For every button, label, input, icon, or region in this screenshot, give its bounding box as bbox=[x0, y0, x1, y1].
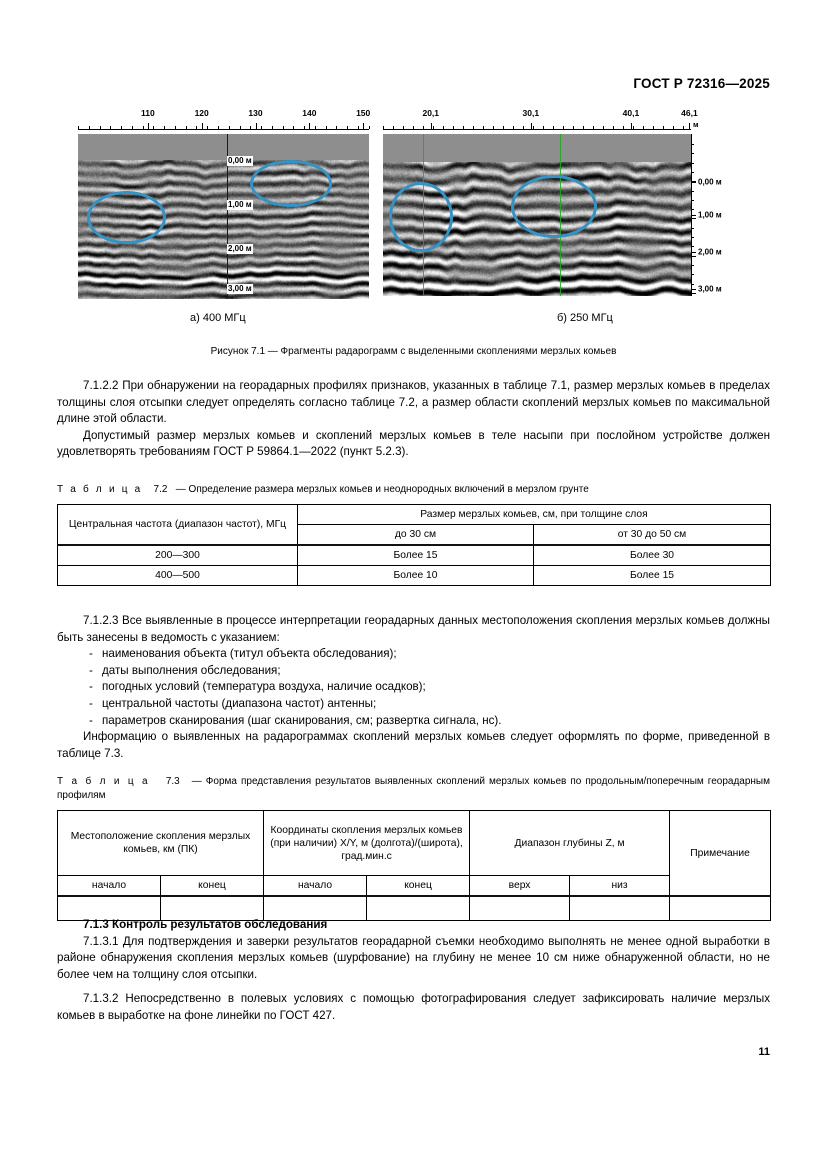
depth-tick-minor bbox=[691, 274, 694, 275]
axis-tick-minor bbox=[503, 126, 504, 129]
axis-tick-minor bbox=[100, 126, 101, 129]
panel-a-depth-label-0: 0,00 м bbox=[228, 156, 252, 165]
table-7-3 bbox=[57, 810, 771, 921]
depth-tick-major bbox=[691, 252, 696, 253]
axis-tick-minor bbox=[175, 126, 176, 129]
axis-tick-minor bbox=[403, 126, 404, 129]
axis-tick-major bbox=[202, 123, 203, 129]
highlight-ellipse-b-right bbox=[511, 175, 597, 238]
axis-tick-minor bbox=[336, 126, 337, 129]
axis-tick-minor bbox=[304, 126, 305, 129]
radargram-a-top-band bbox=[78, 134, 369, 160]
depth-tick-minor bbox=[691, 144, 694, 145]
axis-tick-minor bbox=[272, 126, 273, 129]
section-7-1-3 bbox=[57, 917, 770, 1025]
table-7-2-subheader-up-to-30: до 30 см bbox=[298, 525, 534, 546]
panel-a-depth-label-2: 2,00 м bbox=[228, 244, 252, 253]
section-7-1-2-3 bbox=[57, 613, 770, 762]
highlight-ellipse-b-left bbox=[389, 182, 453, 252]
axis-tick-minor bbox=[218, 126, 219, 129]
panel-a-x-axis bbox=[78, 108, 369, 134]
axis-tick-minor bbox=[261, 126, 262, 129]
panel-a-tick-label-110: 110 bbox=[140, 108, 155, 118]
table-7-2-r1-c1: Более 10 bbox=[298, 566, 534, 586]
axis-tick-major bbox=[689, 123, 690, 129]
panel-b-tick-label-201: 20,1 bbox=[422, 108, 440, 118]
panel-b-tick-label-461: 46,1 bbox=[681, 108, 698, 118]
panel-b-x-axis-labels bbox=[383, 108, 698, 122]
bullet-marker-icon: - bbox=[89, 680, 93, 694]
axis-tick-minor bbox=[603, 126, 604, 129]
axis-tick-minor bbox=[473, 126, 474, 129]
axis-tick-minor bbox=[443, 126, 444, 129]
axis-tick-minor bbox=[483, 126, 484, 129]
depth-tick-major bbox=[691, 182, 696, 183]
highlight-ellipse-a-left bbox=[87, 191, 166, 244]
axis-tick-major bbox=[148, 123, 149, 129]
axis-tick-minor bbox=[573, 126, 574, 129]
axis-tick-minor bbox=[369, 126, 370, 129]
table-7-3-subheader-location-start: начало bbox=[58, 876, 161, 897]
table-7-2-r1-c0: 400—500 bbox=[58, 566, 298, 586]
panel-a-tick-label-150: 150 bbox=[356, 108, 371, 118]
table-7-2-block bbox=[57, 483, 770, 586]
panel-b-depth-label-1: 1,00 м bbox=[698, 210, 722, 220]
depth-tick-minor bbox=[691, 265, 694, 266]
panel-b-depth-label-3: 3,00 м bbox=[698, 284, 722, 294]
panel-b-tick-label-401: 40,1 bbox=[622, 108, 640, 118]
panel-b-depth-scale bbox=[691, 134, 739, 296]
axis-tick-major bbox=[531, 123, 532, 129]
axis-tick-minor bbox=[315, 126, 316, 129]
depth-tick-minor bbox=[691, 153, 694, 154]
axis-tick-minor bbox=[613, 126, 614, 129]
axis-tick-minor bbox=[683, 126, 684, 129]
list-item-label: наименования объекта (титул объекта обследования); bbox=[102, 647, 397, 661]
depth-tick-major bbox=[691, 256, 696, 257]
table-7-3-header-note: Примечание bbox=[670, 811, 771, 897]
table-7-2-header-size-group: Размер мерзлых комьев, см, при толщине слоя bbox=[298, 505, 771, 525]
section-7-1-3-title: 7.1.3 Контроль результатов обследования bbox=[83, 918, 328, 931]
depth-tick-minor bbox=[691, 237, 694, 238]
bullet-marker-icon: - bbox=[89, 713, 93, 727]
paragraph-7-1-2-3-2: Информацию о выявленных на радарограммах скоплений мерзлых комьев следует оформлять по форме, приведенной в таблице 7.3. bbox=[57, 730, 770, 760]
list-item bbox=[57, 646, 770, 663]
axis-tick-minor bbox=[653, 126, 654, 129]
panel-b-depth-label-0: 0,00 м bbox=[698, 177, 722, 187]
panel-a-tick-label-140: 140 bbox=[302, 108, 317, 118]
table-row bbox=[58, 545, 771, 566]
paragraph-7-1-3-1: 7.1.3.1 Для подтверждения и заверки результатов георадарной съемки необходимо выполнять не менее одной выработки в районе обнаружения скопления мерзлых комьев (шурфование) на глубину не менее 10 см ниже обнаруженной области, но не более чем на толщину слоя отсыпки. bbox=[57, 934, 770, 981]
depth-tick-minor bbox=[691, 200, 694, 201]
paragraph-7-1-2-2-2: Допустимый размер мерзлых комьев и скоплений мерзлых комьев в теле насыпи при послойном устройстве должен удовлетворять требованиям ГОСТ Р 59864.1—2022 (пункт 5.2.3). bbox=[57, 428, 770, 459]
table-7-3-subheader-depth-top: верх bbox=[470, 876, 570, 897]
table-7-2 bbox=[57, 504, 771, 586]
axis-tick-minor bbox=[663, 126, 664, 129]
table-7-3-header-depth-range: Диапазон глубины Z, м bbox=[470, 811, 670, 876]
table-7-3-subheader-coord-start: начало bbox=[264, 876, 367, 897]
radargram-image-b bbox=[383, 134, 691, 296]
axis-tick-minor bbox=[250, 126, 251, 129]
table-7-3-subheader-coord-end: конец bbox=[367, 876, 470, 897]
list-item bbox=[57, 713, 770, 730]
figure-subcaptions bbox=[57, 312, 770, 328]
axis-tick-minor bbox=[533, 126, 534, 129]
section-7-1-2-2 bbox=[57, 378, 770, 461]
document-header-standard-number: ГОСТ Р 72316—2025 bbox=[633, 76, 770, 91]
list-item bbox=[57, 696, 770, 713]
panel-b-depth-label-2: 2,00 м bbox=[698, 247, 722, 257]
axis-tick-minor bbox=[186, 126, 187, 129]
table-7-3-caption-number: 7.3 bbox=[165, 776, 180, 787]
axis-tick-major bbox=[256, 123, 257, 129]
panel-a-tick-label-120: 120 bbox=[194, 108, 209, 118]
axis-tick-minor bbox=[121, 126, 122, 129]
radargram-b-top-band bbox=[383, 134, 691, 162]
depth-tick-minor bbox=[691, 246, 694, 247]
panel-b-x-unit-label: м bbox=[693, 120, 699, 129]
axis-tick-minor bbox=[164, 126, 165, 129]
panel-a-tick-row bbox=[78, 122, 369, 130]
axis-tick-minor bbox=[423, 126, 424, 129]
axis-tick-minor bbox=[493, 126, 494, 129]
depth-tick-minor bbox=[691, 209, 694, 210]
depth-tick-major bbox=[691, 293, 696, 294]
paragraph-7-1-2-2-1: 7.1.2.2 При обнаружении на георадарных профилях признаков, указанных в таблице 7.1, размер мерзлых комьев в пределах толщины слоя отсыпки следует определять согласно таблице 7.2, а размер области скоплений мерзлых комьев по максимальной длине этой области. bbox=[57, 379, 770, 426]
axis-tick-minor bbox=[229, 126, 230, 129]
paragraph-7-1-3-2: 7.1.3.2 Непосредственно в полевых условиях с помощью фотографирования следует зафиксировать наличие мерзлых комьев в выработке на фоне линейки по ГОСТ 427. bbox=[57, 992, 770, 1022]
table-7-2-header-row-1 bbox=[58, 505, 771, 525]
list-item-label: погодных условий (температура воздуха, наличие осадков); bbox=[102, 680, 426, 694]
list-item-label: параметров сканирования (шаг сканирования, см; развертка сигнала, нс). bbox=[102, 713, 502, 727]
axis-tick-major bbox=[363, 123, 364, 129]
table-7-3-subheader-location-end: конец bbox=[161, 876, 264, 897]
list-item-label: даты выполнения обследования; bbox=[102, 663, 281, 677]
table-7-3-caption-label: Т а б л и ц а bbox=[57, 776, 150, 787]
axis-tick-major bbox=[309, 123, 310, 129]
table-7-2-r0-c2: Более 30 bbox=[534, 545, 771, 566]
axis-tick-minor bbox=[78, 126, 79, 129]
panel-a-depth-label-3: 3,00 м bbox=[228, 284, 252, 293]
radargram-image-a bbox=[78, 134, 369, 299]
axis-tick-minor bbox=[347, 126, 348, 129]
figure-caption: Рисунок 7.1 — Фрагменты радарограмм с выделенными скоплениями мерзлых комьев bbox=[210, 346, 617, 357]
axis-tick-minor bbox=[132, 126, 133, 129]
table-7-3-header-row-2 bbox=[58, 876, 771, 897]
panel-a-depth-label-1: 1,00 м bbox=[228, 200, 252, 209]
depth-tick-minor bbox=[691, 228, 694, 229]
axis-tick-minor bbox=[207, 126, 208, 129]
table-7-2-caption-text: — Определение размера мерзлых комьев и неоднородных включений в мерзлом грунте bbox=[175, 484, 589, 495]
table-7-2-caption-label: Т а б л и ц а bbox=[57, 484, 143, 495]
axis-tick-minor bbox=[463, 126, 464, 129]
axis-tick-minor bbox=[543, 126, 544, 129]
depth-tick-major bbox=[691, 215, 696, 216]
table-7-3-header-location: Местоположение скопления мерзлых комьев, км (ПК) bbox=[58, 811, 264, 876]
bullet-marker-icon: - bbox=[89, 647, 93, 661]
axis-tick-minor bbox=[583, 126, 584, 129]
panel-b-tick-label-301: 30,1 bbox=[522, 108, 540, 118]
panel-a-axis-line bbox=[78, 129, 369, 130]
axis-tick-minor bbox=[673, 126, 674, 129]
axis-tick-minor bbox=[563, 126, 564, 129]
panel-a-x-axis-labels bbox=[78, 108, 369, 122]
axis-tick-minor bbox=[110, 126, 111, 129]
axis-tick-minor bbox=[358, 126, 359, 129]
axis-tick-minor bbox=[643, 126, 644, 129]
table-7-2-r0-c1: Более 15 bbox=[298, 545, 534, 566]
table-7-2-header-frequency: Центральная частота (диапазон частот), МГц bbox=[58, 505, 298, 546]
axis-tick-minor bbox=[413, 126, 414, 129]
depth-tick-minor bbox=[691, 163, 694, 164]
radargram-panel-a bbox=[78, 108, 369, 299]
axis-tick-minor bbox=[153, 126, 154, 129]
table-7-3-header-coordinates: Координаты скопления мерзлых комьев (при наличии) X/Y, м (долгота)/(широта), град.мин.с bbox=[264, 811, 470, 876]
table-7-2-r1-c2: Более 15 bbox=[534, 566, 771, 586]
table-7-2-r0-c0: 200—300 bbox=[58, 545, 298, 566]
table-7-3-block bbox=[57, 775, 770, 921]
radargram-panel-b bbox=[383, 108, 722, 296]
bullet-marker-icon: - bbox=[89, 663, 93, 677]
axis-tick-minor bbox=[89, 126, 90, 129]
depth-tick-major bbox=[691, 218, 696, 219]
axis-tick-major bbox=[631, 123, 632, 129]
figure-subcaption-a: а) 400 МГц bbox=[190, 312, 246, 324]
list-item-label: центральной частоты (диапазона частот) антенны; bbox=[102, 696, 377, 710]
highlight-ellipse-a-right bbox=[250, 160, 332, 207]
paragraph-7-1-2-3-1: 7.1.2.3 Все выявленные в процессе интерпретации георадарных данных местоположения скопления мерзлых комьев должны быть занесены в ведомость с указанием: bbox=[57, 614, 770, 644]
list-item bbox=[57, 679, 770, 696]
table-7-2-subheader-30-to-50: от 30 до 50 см bbox=[534, 525, 771, 546]
table-row bbox=[58, 566, 771, 586]
depth-tick-minor bbox=[691, 172, 694, 173]
table-7-3-caption bbox=[57, 775, 770, 803]
axis-tick-minor bbox=[553, 126, 554, 129]
bullet-marker-icon: - bbox=[89, 696, 93, 710]
table-7-3-caption-text: — Форма представления результатов выявленных скоплений мерзлых комьев по продольным/поперечным георадарным профилям bbox=[57, 776, 770, 801]
section-7-1-2-3-list bbox=[57, 646, 770, 729]
figure-7-1 bbox=[57, 108, 770, 308]
axis-tick-minor bbox=[393, 126, 394, 129]
depth-tick-major bbox=[691, 289, 696, 290]
axis-tick-minor bbox=[383, 126, 384, 129]
axis-tick-minor bbox=[196, 126, 197, 129]
axis-tick-minor bbox=[283, 126, 284, 129]
depth-tick-minor bbox=[691, 284, 694, 285]
list-item bbox=[57, 663, 770, 680]
axis-tick-minor bbox=[523, 126, 524, 129]
axis-tick-minor bbox=[513, 126, 514, 129]
axis-tick-minor bbox=[143, 126, 144, 129]
table-7-3-header-row-1 bbox=[58, 811, 771, 876]
panel-b-x-axis bbox=[383, 108, 699, 134]
panel-b-axis-line bbox=[383, 129, 691, 130]
axis-tick-minor bbox=[453, 126, 454, 129]
depth-tick-minor bbox=[691, 191, 694, 192]
axis-tick-minor bbox=[433, 126, 434, 129]
axis-tick-minor bbox=[623, 126, 624, 129]
table-7-3-subheader-depth-bottom: низ bbox=[570, 876, 670, 897]
axis-tick-minor bbox=[240, 126, 241, 129]
table-7-2-caption-number: 7.2 bbox=[153, 484, 168, 495]
axis-tick-minor bbox=[326, 126, 327, 129]
figure-subcaption-b: б) 250 МГц bbox=[557, 312, 613, 324]
panel-a-tick-label-130: 130 bbox=[248, 108, 263, 118]
axis-tick-minor bbox=[633, 126, 634, 129]
page-number: 11 bbox=[758, 1046, 770, 1058]
axis-tick-minor bbox=[593, 126, 594, 129]
table-7-2-caption bbox=[57, 483, 770, 497]
axis-tick-minor bbox=[293, 126, 294, 129]
panel-b-tick-row bbox=[383, 120, 699, 130]
axis-tick-major bbox=[431, 123, 432, 129]
